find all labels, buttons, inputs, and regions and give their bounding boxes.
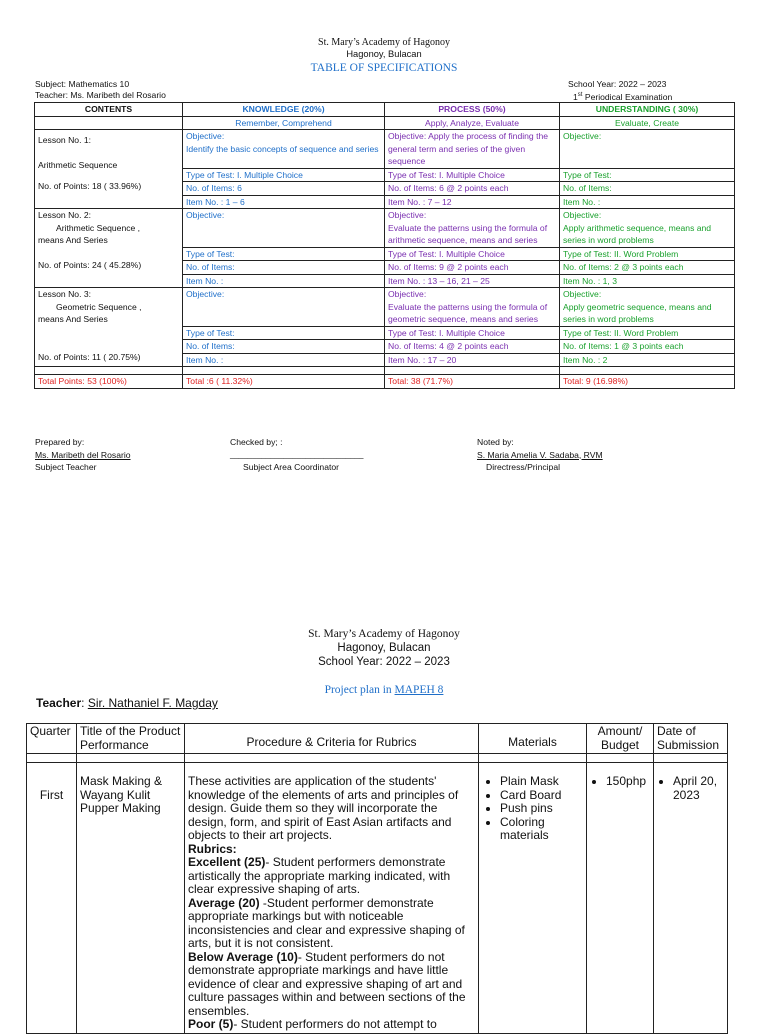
table-cell: No. of Items: bbox=[183, 340, 385, 354]
knowledge-subheader: Remember, Comprehend bbox=[183, 116, 385, 130]
table-cell: Type of Test: II. Word Problem bbox=[560, 326, 735, 340]
table-cell: Type of Test: I. Multiple Choice bbox=[385, 326, 560, 340]
list-item: • Push pins bbox=[500, 802, 583, 816]
total-process: Total: 38 (71.7%) bbox=[385, 375, 560, 389]
lesson-1-process-objective: Objective: Apply the process of finding the general term and series of the given sequence bbox=[385, 130, 560, 169]
table-header-row bbox=[27, 724, 728, 754]
header-process: PROCESS (50%) bbox=[385, 103, 560, 117]
table-cell: Item No. : 7 – 12 bbox=[385, 195, 560, 209]
table-cell: Item No. : 1 – 6 bbox=[183, 195, 385, 209]
spacer-row bbox=[35, 367, 735, 375]
table-cell: Item No. : 13 – 16, 21 – 25 bbox=[385, 274, 560, 288]
table-subheader-row bbox=[35, 116, 735, 130]
header-title: Title of the Product Performance bbox=[77, 724, 185, 754]
table-cell: Item No. : bbox=[183, 353, 385, 367]
lesson-1-knowledge-objective: Objective: Identify the basic concepts of sequence and series bbox=[183, 130, 385, 169]
table-cell: Item No. : bbox=[560, 195, 735, 209]
school-location: Hagonoy, Bulacan bbox=[346, 49, 422, 59]
spacer-row bbox=[27, 754, 728, 763]
table-cell: No. of Items: 2 @ 3 points each bbox=[560, 261, 735, 275]
school-year-2: School Year: 2022 – 2023 bbox=[318, 656, 450, 668]
school-year-line: School Year: 2022 – 2023 bbox=[568, 79, 667, 89]
table-cell: No. of Items: 4 @ 2 points each bbox=[385, 340, 560, 354]
table-cell: No. of Items: 9 @ 2 points each bbox=[385, 261, 560, 275]
noted-by-block: Noted by: S. Maria Amelia V. Sadaba, RVM Directress/Principal bbox=[477, 437, 603, 472]
table-cell: Type of Test: bbox=[183, 247, 385, 261]
procedure-cell: These activities are application of the students' knowledge of the elements of arts and principles of design. Guide them so they will incorporate the design, form, and spirit of East Asian artifacts and objects to their art projects. Rubrics: Excellent (25)- Student performers demonstrate artistically the appropriate marking indicated, with clear expressive shaping of arts. Average (20) -Student performer demonstrate appropriate markings but with noticeable inconsistencies and clear and expressive shaping of arts, but it is not consistent. Below Average (10)- Student performers do not demonstrate appropriate markings and have little evidence of clear and expressive shaping of art and culture passages within and between sections of the ensembles. Poor (5)- Student performers do not attempt to bbox=[185, 763, 479, 1034]
subject-line: Subject: Mathematics 10 bbox=[35, 79, 130, 89]
table-cell: Type of Test: II. Word Problem bbox=[560, 247, 735, 261]
table-cell: Item No. : 17 – 20 bbox=[385, 353, 560, 367]
lesson-3-cell: Lesson No. 3: Geometric Sequence , means And Series No. of Points: 11 ( 20.75%) bbox=[35, 288, 183, 367]
table-cell: Type of Test: I. Multiple Choice bbox=[385, 168, 560, 182]
table-cell: Type of Test: I. Multiple Choice bbox=[385, 247, 560, 261]
header-quarter: Quarter bbox=[27, 724, 77, 754]
date-cell bbox=[654, 763, 728, 1034]
table-of-specifications bbox=[34, 102, 735, 389]
table-cell: Type of Test: bbox=[560, 168, 735, 182]
totals-row bbox=[35, 375, 735, 389]
lesson-2-understanding-objective: Objective: Apply arithmetic sequence, means and series in word problems bbox=[560, 209, 735, 248]
product-title-cell: Mask Making & Wayang Kulit Pupper Making bbox=[77, 763, 185, 1034]
process-subheader: Apply, Analyze, Evaluate bbox=[385, 116, 560, 130]
amount-cell bbox=[587, 763, 654, 1034]
lesson-2-process-objective: Objective: Evaluate the patterns using the formula of arithmetic sequence, means and series bbox=[385, 209, 560, 248]
table-cell: Item No. : bbox=[183, 274, 385, 288]
project-plan-title: Project plan in MAPEH 8 bbox=[324, 684, 444, 696]
list-item: • Plain Mask bbox=[500, 775, 583, 789]
header-contents: CONTENTS bbox=[35, 103, 183, 117]
table-cell: No. of Items: 6 @ 2 points each bbox=[385, 182, 560, 196]
table-cell: No. of Items: bbox=[560, 182, 735, 196]
lesson-3-understanding-objective: Objective: Apply geometric sequence, means and series in word problems bbox=[560, 288, 735, 327]
school-name: St. Mary’s Academy of Hagonoy bbox=[318, 37, 450, 48]
quarter-cell: First bbox=[27, 763, 77, 1034]
list-item: • Card Board bbox=[500, 789, 583, 803]
document-title: TABLE OF SPECIFICATIONS bbox=[310, 62, 458, 74]
table-cell: No. of Items: 1 @ 3 points each bbox=[560, 340, 735, 354]
teacher-line-2: Teacher: Sir. Nathaniel F. Magday bbox=[36, 696, 218, 710]
table-cell: No. of Items: 6 bbox=[183, 182, 385, 196]
list-item: • 150php bbox=[606, 775, 650, 789]
table-header-row bbox=[35, 103, 735, 117]
table-cell: Item No. : 2 bbox=[560, 353, 735, 367]
table-row bbox=[27, 763, 728, 1034]
total-points: Total Points: 53 (100%) bbox=[35, 375, 183, 389]
project-plan-table bbox=[26, 723, 728, 1034]
lesson-2-cell: Lesson No. 2: Arithmetic Sequence , means And Series No. of Points: 24 ( 45.28%) bbox=[35, 209, 183, 288]
table-cell: Item No. : 1, 3 bbox=[560, 274, 735, 288]
lesson-1-cell: Lesson No. 1: Arithmetic Sequence No. of Points: 18 ( 33.96%) bbox=[35, 130, 183, 209]
header-knowledge: KNOWLEDGE (20%) bbox=[183, 103, 385, 117]
table-row bbox=[35, 209, 735, 248]
table-row bbox=[35, 130, 735, 169]
header-date: Date of Submission bbox=[654, 724, 728, 754]
total-understanding: Total: 9 (16.98%) bbox=[560, 375, 735, 389]
materials-list bbox=[482, 775, 583, 843]
table-cell: Type of Test: bbox=[183, 326, 385, 340]
school-location-2: Hagonoy, Bulacan bbox=[337, 642, 431, 654]
lesson-3-process-objective: Objective: Evaluate the patterns using the formula of geometric sequence, means and series bbox=[385, 288, 560, 327]
list-item: • Coloring materials bbox=[500, 816, 583, 843]
lesson-2-knowledge-objective: Objective: bbox=[183, 209, 385, 248]
lesson-1-understanding-objective: Objective: bbox=[560, 130, 735, 169]
lesson-3-knowledge-objective: Objective: bbox=[183, 288, 385, 327]
school-name-2: St. Mary’s Academy of Hagonoy bbox=[308, 628, 460, 640]
list-item: • April 20, 2023 bbox=[673, 775, 724, 802]
header-understanding: UNDERSTANDING ( 30%) bbox=[560, 103, 735, 117]
total-knowledge: Total :6 ( 11.32%) bbox=[183, 375, 385, 389]
understanding-subheader: Evaluate, Create bbox=[560, 116, 735, 130]
table-cell: No. of Items: bbox=[183, 261, 385, 275]
teacher-line: Teacher: Ms. Maribeth del Rosario bbox=[35, 90, 166, 100]
checked-by-block: Checked by; : ______________________________ Subject Area Coordinator bbox=[230, 437, 364, 472]
table-cell: Type of Test: I. Multiple Choice bbox=[183, 168, 385, 182]
header-amount: Amount/ Budget bbox=[587, 724, 654, 754]
header-materials: Materials bbox=[479, 724, 587, 754]
exam-line: 1st Periodical Examination bbox=[573, 91, 673, 102]
header-procedure: Procedure & Criteria for Rubrics bbox=[185, 724, 479, 754]
materials-cell bbox=[479, 763, 587, 1034]
table-row bbox=[35, 288, 735, 327]
prepared-by-block: Prepared by: Ms. Maribeth del Rosario Subject Teacher bbox=[35, 437, 131, 472]
